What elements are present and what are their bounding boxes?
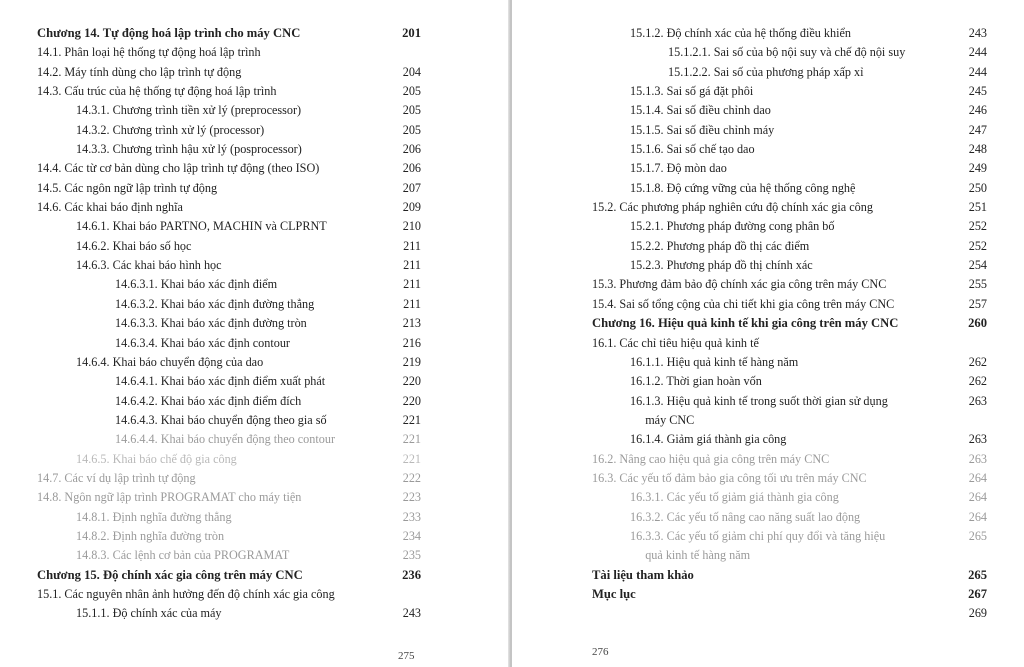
toc-entry-page: 265 [968,567,987,582]
toc-entry-title: Chương 15. Độ chính xác gia công trên máy CNC [37,567,303,582]
toc-entry [512,140,1024,159]
toc-entry-title: 14.1. Phân loại hệ thống tự động hoá lập trình [37,45,261,60]
toc-entry [512,430,1024,449]
toc-entry [512,334,1024,353]
toc-entry [512,63,1024,82]
toc-entry-title: 14.6.4.1. Khai báo xác định điểm xuất phát [115,374,326,389]
toc-entry [0,198,510,217]
toc-entry-title: 15.2.3. Phương pháp đồ thị chính xác [630,258,813,273]
toc-entry [0,411,510,430]
toc-entry-page: 204 [402,64,421,79]
toc-entry-title: 16.1.3. Hiệu quả kinh tế trong suốt thời gian sử dụng [630,393,888,408]
toc-entry-page: 255 [968,277,987,292]
toc-entry-page: 244 [968,45,987,60]
toc-entry [512,217,1024,236]
toc-entry-title: 14.6.4.3. Khai báo chuyển động theo gia số [115,412,327,427]
toc-entry [0,63,510,82]
toc-entry [512,275,1024,294]
toc-entry-title: 14.6.1. Khai báo PARTNO, MACHIN và CLPRNT [76,219,327,234]
toc-entry [0,469,510,488]
toc-entry-page: 262 [968,374,987,389]
toc-entry-page: 219 [402,354,421,369]
toc-entry [0,334,510,353]
toc-entry-page: 243 [402,606,421,621]
toc-entry [512,24,1024,43]
toc-entry-title: 14.3.3. Chương trình hậu xử lý (posprocessor) [76,142,302,157]
toc-entry-title: 15.2.1. Phương pháp đường cong phân bố [630,219,835,234]
toc-entry-title: quả kinh tế hàng năm [645,548,751,563]
toc-entry-title: 15.3. Phương đảm bảo độ chính xác gia công trên máy CNC [592,277,887,292]
toc-entry-page: 263 [968,393,987,408]
toc-entry-page: 220 [402,374,421,389]
toc-entry-title: 14.7. Các ví dụ lập trình tự động [37,470,196,485]
toc-entry-page: 220 [402,393,421,408]
toc-entry-page: 221 [402,451,421,466]
toc-entry [0,295,510,314]
toc-entry-title: Mục lục [592,586,636,601]
toc-entry-page: 264 [968,470,987,485]
toc-entry-page: 249 [968,161,987,176]
toc-entry [512,450,1024,469]
toc-entry [512,527,1024,546]
toc-entry-title: 15.1.6. Sai số chế tạo dao [630,142,755,157]
toc-entry [512,198,1024,217]
toc-entry-title: 16.3.3. Các yếu tố giảm chi phí quy đổi và tăng hiệu [630,528,886,543]
toc-entry-title: 15.1.8. Độ cứng vững của hệ thống công nghệ [630,180,856,195]
toc-entry-page: 247 [968,122,987,137]
toc-entry-page: 205 [402,84,421,99]
toc-entry-title: 15.1.2. Độ chính xác của hệ thống điều khiển [630,26,852,40]
toc-entry-title: 15.4. Sai số tổng cộng của chi tiết khi gia công trên máy CNC [592,296,895,311]
toc-entry [0,179,510,198]
toc-entry [512,585,1024,604]
toc-entry-page: 244 [968,64,987,79]
toc-entry-title: 15.1.2.1. Sai số của bộ nội suy và chế độ nội suy [668,45,906,60]
toc-entry [0,353,510,372]
toc-entry-title: 14.2. Máy tính dùng cho lập trình tự động [37,64,242,79]
toc-entry-page: 264 [968,509,987,524]
toc-entry [512,411,1024,430]
toc-entry [512,488,1024,507]
toc-entry [0,585,510,604]
toc-entry [0,546,510,565]
toc-entry [0,121,510,140]
toc-entry-page: 206 [402,161,421,176]
toc-entry [0,140,510,159]
toc-entry [512,392,1024,411]
toc-entry [0,314,510,333]
toc-entry-page: 205 [402,103,421,118]
toc-right [512,24,1024,624]
toc-entry [512,43,1024,62]
toc-entry-title: 15.1. Các nguyên nhân ảnh hưởng đến độ chính xác gia công [37,586,335,601]
toc-entry [0,392,510,411]
toc-entry [0,82,510,101]
toc-entry [512,237,1024,256]
toc-entry-page: 211 [403,238,421,253]
toc-entry [512,256,1024,275]
toc-entry-title: 14.8. Ngôn ngữ lập trình PROGRAMAT cho máy tiện [37,490,302,505]
toc-entry-page: 211 [403,258,421,273]
toc-entry-title: 16.1.1. Hiệu quả kinh tế hàng năm [630,354,799,369]
toc-entry-page: 262 [968,354,987,369]
toc-entry-title: 14.6.3.3. Khai báo xác định đường tròn [115,316,307,331]
toc-entry-title: 15.1.7. Độ mòn dao [630,161,727,176]
toc-entry-title: 14.3.2. Chương trình xử lý (processor) [76,122,265,137]
toc-entry [0,527,510,546]
toc-entry-page: 251 [968,200,987,215]
toc-entry-page: 263 [968,432,987,447]
toc-entry-title: 15.1.5. Sai số điều chỉnh máy [630,122,775,137]
toc-entry-page: 267 [968,586,987,601]
toc-entry [0,256,510,275]
left-page [0,0,510,667]
toc-entry [0,372,510,391]
toc-entry-title: 15.2. Các phương pháp nghiên cứu độ chính xác gia công [592,200,873,215]
toc-entry-title: 14.6.2. Khai báo số học [76,238,192,253]
page-number-right: 276 [592,646,609,658]
toc-entry [0,450,510,469]
toc-entry-page: 234 [402,528,421,543]
toc-entry-title: 16.3.2. Các yếu tố nâng cao năng suất lao động [630,509,861,524]
toc-entry-title: 14.6.3. Các khai báo hình học [76,258,222,273]
toc-entry-page: 216 [402,335,421,350]
toc-entry-title: 15.1.4. Sai số điều chỉnh dao [630,103,771,118]
toc-entry [512,314,1024,333]
toc-entry [0,430,510,449]
page-number-left: 275 [398,650,415,662]
toc-entry-page: 211 [403,296,421,311]
toc-entry-page: 209 [402,200,421,215]
toc-entry-title: 16.1. Các chỉ tiêu hiệu quả kinh tế [592,335,759,350]
toc-entry-title: 14.6.4.2. Khai báo xác định điểm đích [115,393,302,408]
toc-entry [512,469,1024,488]
toc-entry-page: 221 [402,432,421,447]
toc-entry-title: máy CNC [645,412,695,427]
toc-entry-title: 15.1.1. Độ chính xác của máy [76,606,222,621]
toc-entry [0,604,510,623]
toc-entry-title: Chương 16. Hiệu quả kinh tế khi gia công trên máy CNC [592,316,899,331]
toc-entry-title: 14.4. Các từ cơ bản dùng cho lập trình tự động (theo ISO) [37,161,320,176]
toc-entry [512,101,1024,120]
toc-entry [512,295,1024,314]
toc-entry-title: 14.6.3.4. Khai báo xác định contour [115,335,290,350]
toc-entry-page: 260 [968,316,987,331]
toc-entry-page: 201 [402,26,421,40]
toc-left [0,24,510,624]
toc-entry [512,508,1024,527]
toc-entry-page: 233 [402,509,421,524]
toc-entry [512,372,1024,391]
toc-entry-page: 205 [402,122,421,137]
toc-entry-title: 14.6.4. Khai báo chuyển động của dao [76,354,264,369]
toc-entry-page: 245 [968,84,987,99]
toc-entry [512,353,1024,372]
toc-entry [0,24,510,43]
toc-entry-title: 16.2. Nâng cao hiệu quả gia công trên máy CNC [592,451,830,466]
toc-entry-title: Tài liệu tham khảo [592,567,694,582]
toc-entry-page: 211 [403,277,421,292]
toc-entry-title: 14.6. Các khai báo định nghĩa [37,200,183,215]
toc-entry-page: 252 [968,238,987,253]
right-page [512,0,1024,667]
toc-entry [0,159,510,178]
toc-entry-title: 14.6.3.1. Khai báo xác định điểm [115,277,278,292]
toc-entry-page: 221 [402,412,421,427]
toc-entry-page: 264 [968,490,987,505]
toc-entry-title: 16.3. Các yếu tố đảm bảo gia công tối ưu trên máy CNC [592,470,867,485]
toc-entry-title: 16.3.1. Các yếu tố giảm giá thành gia công [630,490,839,505]
toc-entry-page: 206 [402,142,421,157]
toc-entry-page: 236 [402,567,421,582]
toc-entry-title: 14.3.1. Chương trình tiền xử lý (preprocessor) [76,103,302,118]
toc-entry-title: 15.2.2. Phương pháp đồ thị các điểm [630,238,810,253]
toc-entry-title: 14.8.1. Định nghĩa đường thẳng [76,509,232,524]
toc-entry-page: 246 [968,103,987,118]
toc-entry [512,159,1024,178]
toc-entry-page: 257 [968,296,987,311]
toc-entry-page: 269 [968,606,987,621]
toc-entry-page: 222 [402,470,421,485]
toc-entry-page: 235 [402,548,421,563]
toc-entry-title: 16.1.4. Giảm giá thành gia công [630,432,787,447]
toc-entry-title: 14.6.4.4. Khai báo chuyển động theo contour [115,432,336,447]
toc-entry-title: 14.8.2. Định nghĩa đường tròn [76,528,225,543]
toc-entry-title: 15.1.2.2. Sai số của phương pháp xấp xỉ [668,64,864,79]
toc-entry [0,237,510,256]
toc-entry-title: 14.6.3.2. Khai báo xác định đường thẳng [115,296,315,311]
toc-entry-title: 15.1.3. Sai số gá đặt phôi [630,84,754,99]
toc-entry [512,82,1024,101]
toc-entry-page: 250 [968,180,987,195]
toc-entry [0,488,510,507]
toc-entry [0,217,510,236]
toc-entry [0,566,510,585]
toc-entry-page: 213 [402,316,421,331]
toc-entry-title: Chương 14. Tự động hoá lập trình cho máy CNC [37,26,301,40]
toc-entry-page: 243 [968,26,987,40]
toc-entry-title: 14.5. Các ngôn ngữ lập trình tự động [37,180,218,195]
toc-entry-title: 14.8.3. Các lệnh cơ bản của PROGRAMAT [76,548,290,563]
toc-entry-title: 14.3. Cấu trúc của hệ thống tự động hoá lập trình [37,84,277,99]
toc-entry [512,121,1024,140]
toc-entry [0,275,510,294]
toc-entry [0,508,510,527]
toc-entry-title: 14.6.5. Khai báo chế độ gia công [76,451,237,466]
toc-entry [512,546,1024,565]
toc-entry-page: 248 [968,142,987,157]
toc-entry-page: 252 [968,219,987,234]
toc-entry-page: 223 [402,490,421,505]
toc-entry [512,179,1024,198]
toc-entry [0,101,510,120]
toc-entry-page: 207 [402,180,421,195]
toc-entry-page: 263 [968,451,987,466]
toc-entry-title: 16.1.2. Thời gian hoàn vốn [630,374,762,389]
toc-entry-page: 254 [968,258,987,273]
toc-entry-page: 265 [968,528,987,543]
toc-entry [0,43,510,62]
toc-entry [512,566,1024,585]
toc-entry [512,604,1024,623]
toc-entry-page: 210 [402,219,421,234]
